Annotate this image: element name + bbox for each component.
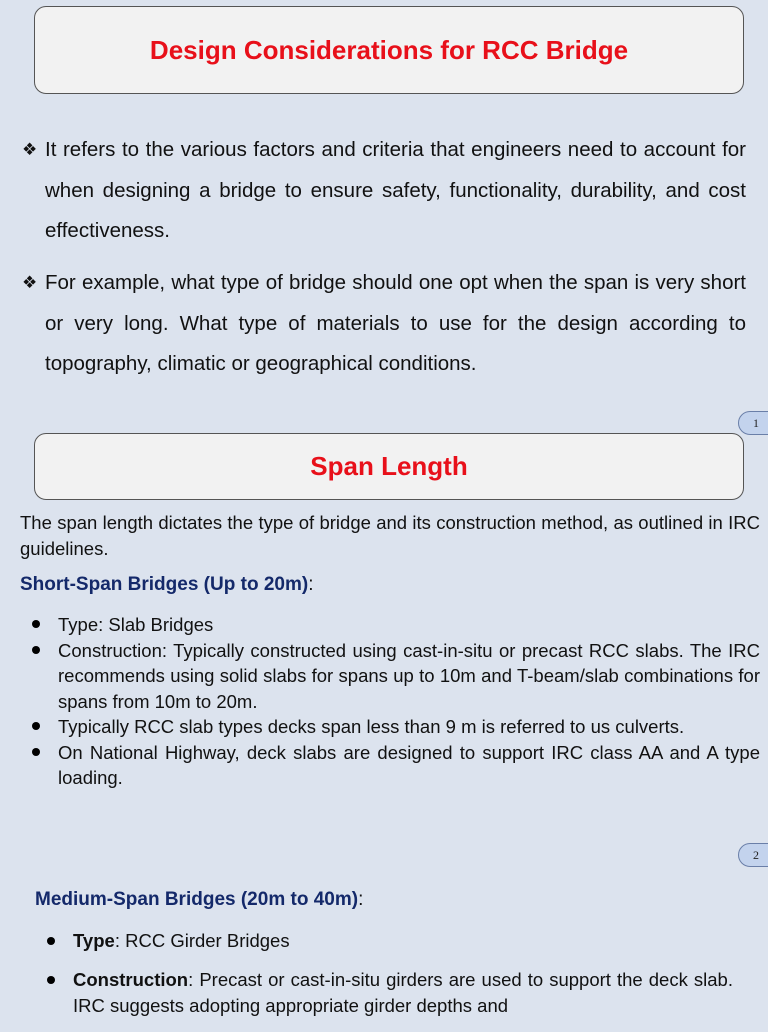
bullet-dot-icon: [32, 722, 40, 730]
subheading-medium-span: [35, 889, 363, 911]
list-item: [58, 740, 760, 791]
bullet-dot-icon: [32, 646, 40, 654]
bullet-dot-icon: [32, 620, 40, 628]
list-item-text: On National Highway, deck slabs are designed to support IRC class AA and A type loading.: [58, 741, 760, 788]
bullet-dot-icon: [32, 748, 40, 756]
intro-paragraph: The span length dictates the type of bridge and its construction method, as outlined in IRC guidelines.: [20, 512, 760, 559]
bullet-text: It refers to the various factors and criteria that engineers need to account for when designing a bridge to ensure safety, functionality, durability, and cost effectiveness.: [45, 138, 746, 242]
list-item-label: Construction: [73, 969, 189, 990]
list-item-text: Typically RCC slab types decks span less than 9 m is referred to us culverts.: [58, 716, 685, 737]
bullet-text: For example, what type of bridge should one opt when the span is very short or very long. What type of materials to use for the design according to topography, climatic or geographical conditions.: [45, 271, 746, 375]
list-item-text: Type: Slab Bridges: [58, 614, 214, 635]
list-item-text: : Precast or cast-in-situ girders are used to support the deck slab. IRC suggests adopting appropriate girder depths and: [73, 969, 733, 1016]
page-number-badge: 1: [738, 411, 768, 435]
subheading-text: Medium-Span Bridges (20m to 40m): [35, 889, 359, 910]
list-item: [58, 714, 760, 740]
page-number-badge: 2: [738, 843, 768, 867]
subheading-colon: :: [308, 574, 314, 595]
medium-span-list: [73, 928, 733, 1032]
page-title: Design Considerations for RCC Bridge: [149, 34, 629, 65]
bullet-dot-icon: [47, 937, 55, 945]
list-item: [73, 967, 733, 1019]
section-title-box: [34, 433, 744, 500]
subheading-short-span: [20, 574, 313, 596]
diamond-bullet-icon: ❖: [22, 140, 38, 159]
diamond-bullet-icon: ❖: [22, 273, 38, 292]
list-item: [58, 612, 760, 638]
short-span-list: [58, 612, 760, 791]
list-item-label: Type: [73, 930, 115, 951]
bullet-dot-icon: [47, 976, 55, 984]
diamond-bullet-item: [22, 130, 746, 252]
list-item: [73, 928, 733, 954]
subheading-colon: :: [358, 889, 364, 910]
diamond-bullet-item: [22, 263, 746, 385]
section-title-box: [34, 6, 744, 94]
list-item-text: : RCC Girder Bridges: [114, 930, 290, 951]
list-item-text: Construction: Typically constructed using cast-in-situ or precast RCC slabs. The IRC recommends using solid slabs for spans up to 10m and T-beam/slab combinations for spans from 10m to 20m.: [58, 639, 760, 712]
subheading-text: Short-Span Bridges (Up to 20m): [20, 574, 309, 595]
list-item: [58, 638, 760, 715]
section-title: Span Length: [310, 451, 468, 481]
